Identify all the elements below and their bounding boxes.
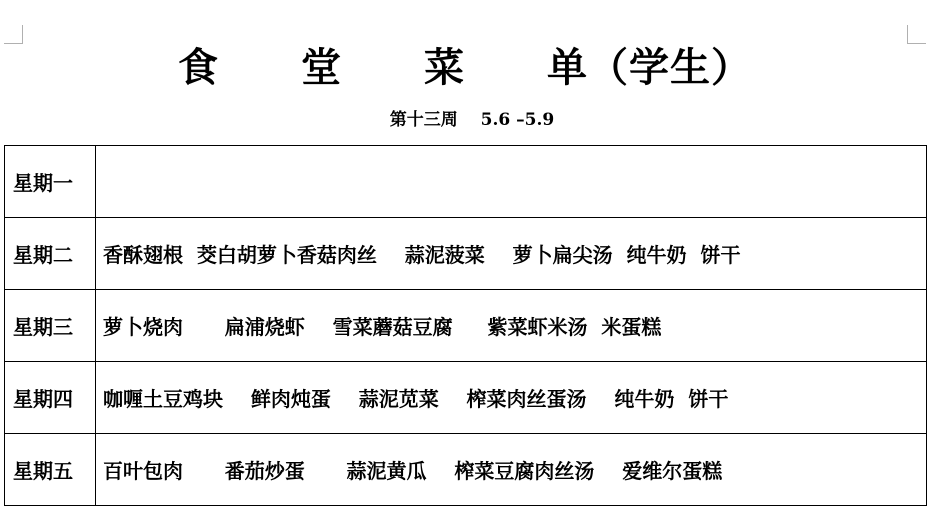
dishes-cell: 百叶包肉 番茄炒蛋 蒜泥黄瓜 榨菜豆腐肉丝汤 爱维尔蛋糕: [96, 434, 927, 506]
day-cell: 星期二: [5, 218, 96, 290]
table-row: [5, 434, 927, 506]
day-cell: 星期五: [5, 434, 96, 506]
day-cell: 星期四: [5, 362, 96, 434]
table-row: [5, 290, 927, 362]
dishes-cell: 萝卜烧肉 扁浦烧虾 雪菜蘑菇豆腐 紫菜虾米汤 米蛋糕: [96, 290, 927, 362]
day-cell: 星期一: [5, 146, 96, 218]
day-cell: 星期三: [5, 290, 96, 362]
dishes-cell: [96, 146, 927, 218]
dishes-cell: 香酥翅根 茭白胡萝卜香菇肉丝 蒜泥菠菜 萝卜扁尖汤 纯牛奶 饼干: [96, 218, 927, 290]
page-title: 食 堂 菜 单（学生）: [178, 44, 752, 91]
table-row: [5, 146, 927, 218]
table-row: [5, 362, 927, 434]
menu-table: [4, 145, 927, 506]
dishes-cell: 咖喱土豆鸡块 鲜肉炖蛋 蒜泥苋菜 榨菜肉丝蛋汤 纯牛奶 饼干: [96, 362, 927, 434]
table-row: [5, 218, 927, 290]
week-subtitle: 第十三周 5.6 –5.9: [389, 110, 555, 130]
